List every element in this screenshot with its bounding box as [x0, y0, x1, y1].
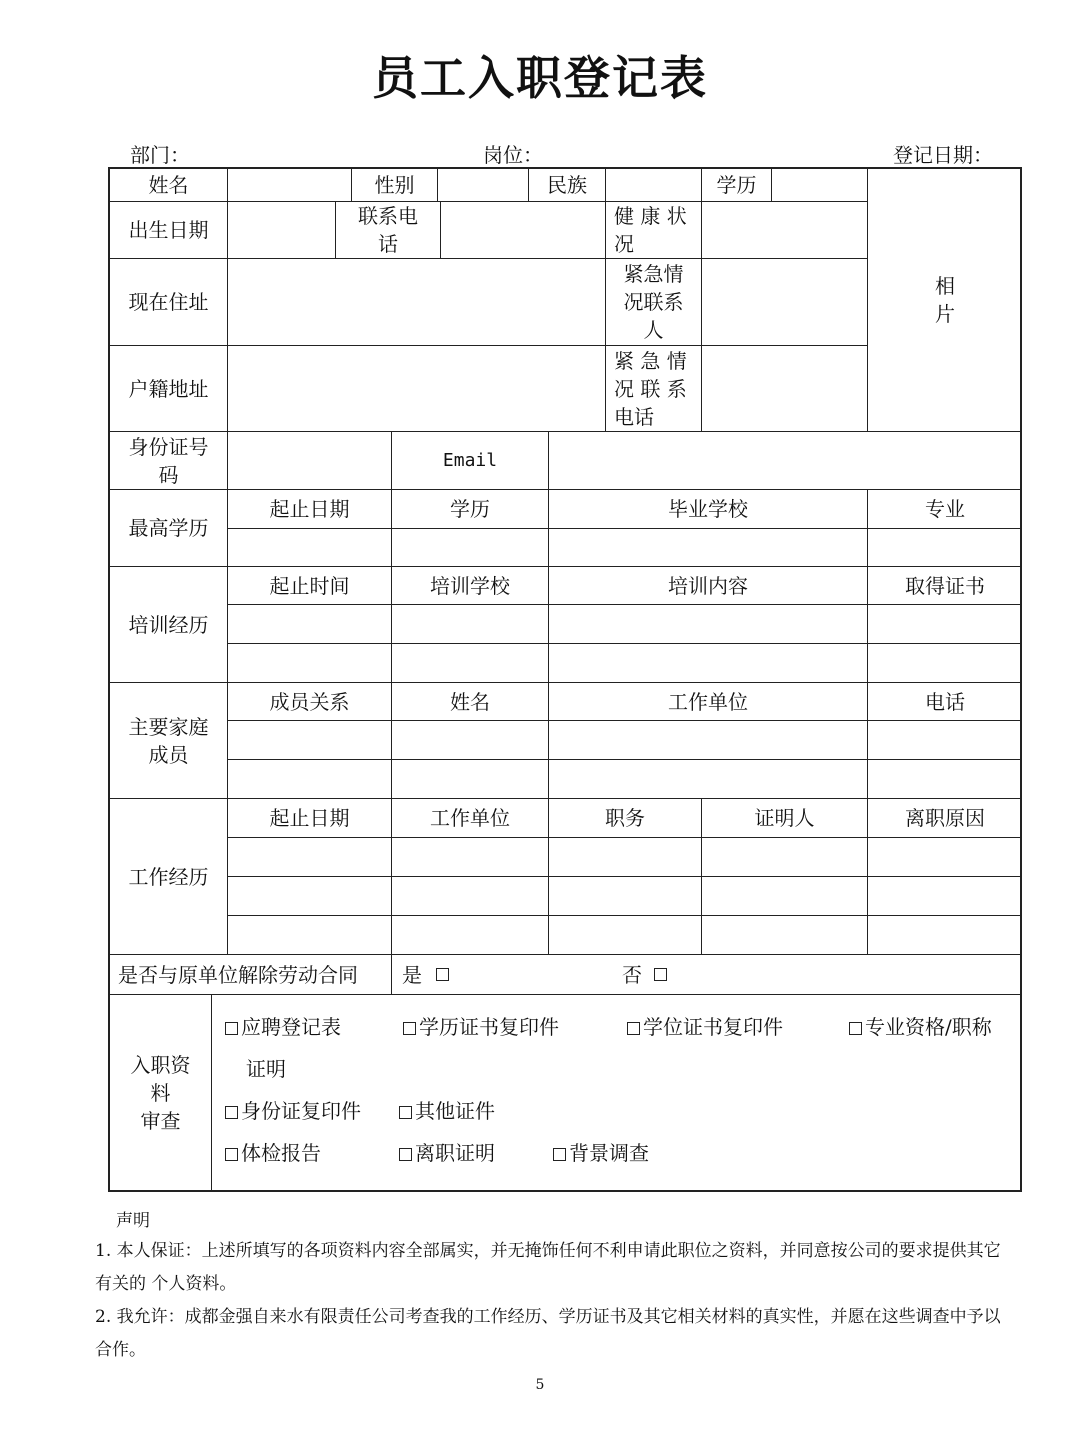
ethnicity-label: 民族 — [529, 169, 606, 202]
review-item-resignation[interactable]: 离职证明 — [396, 1137, 495, 1166]
train-cell[interactable] — [228, 644, 392, 683]
train-cell[interactable] — [868, 605, 1022, 644]
work-cell[interactable] — [702, 916, 868, 955]
contract-yes-checkbox[interactable] — [436, 968, 449, 981]
edu-cell[interactable] — [868, 529, 1022, 567]
family-cell[interactable] — [392, 721, 549, 760]
declaration-title: 声明 — [116, 1211, 150, 1231]
work-cell[interactable] — [702, 838, 868, 877]
email-label: Email — [392, 432, 549, 490]
page-number: 5 — [535, 1377, 545, 1393]
train-cell[interactable] — [549, 605, 868, 644]
reg-date-label: 登记日期： — [893, 143, 993, 167]
edu-cell[interactable] — [228, 529, 392, 567]
edu-col-dates: 起止日期 — [228, 490, 392, 529]
family-label: 主要家庭 成员 — [110, 683, 228, 799]
declaration-p1: 1. 本人保证：上述所填写的各项资料内容全部属实，并无掩饰任何不利申请此职位之资料，并同意按公司的要求提供其它有关的 个人资料。 — [95, 1241, 1001, 1294]
health-label: 健 康 状 况 — [606, 202, 702, 259]
birth-label: 出生日期 — [110, 202, 228, 259]
work-cell[interactable] — [549, 916, 702, 955]
work-cell[interactable] — [702, 877, 868, 916]
contract-no-checkbox[interactable] — [654, 968, 667, 981]
work-col-reason: 离职原因 — [868, 799, 1022, 838]
review-item-degree[interactable]: 学位证书复印件 — [624, 1011, 783, 1040]
contract-yes-label: 是 — [402, 962, 422, 987]
id-number-label: 身份证号 码 — [110, 432, 228, 490]
emergency-contact-label: 紧急情 况联系 人 — [606, 259, 702, 346]
registration-form — [108, 167, 1022, 1192]
review-item-qualification-cont: 证明 — [246, 1057, 286, 1081]
declaration-p2: 2. 我允许：成都金强自来水有限责任公司考查我的工作经历、学历证书及其它相关材料的真实性，并愿在这些调查中予以合作。 — [95, 1307, 1001, 1360]
work-col-title: 职务 — [549, 799, 702, 838]
review-item-application[interactable]: 应聘登记表 — [222, 1011, 341, 1040]
train-cell[interactable] — [228, 605, 392, 644]
review-item-id-copy[interactable]: 身份证复印件 — [222, 1095, 361, 1124]
edu-col-school: 毕业学校 — [549, 490, 868, 529]
email-field[interactable] — [549, 432, 1022, 490]
work-cell[interactable] — [228, 877, 392, 916]
review-item-medical[interactable]: 体检报告 — [222, 1137, 321, 1166]
photo-label-2: 片 — [935, 302, 955, 326]
train-cell[interactable] — [868, 644, 1022, 683]
edu-cell[interactable] — [392, 529, 549, 567]
work-col-dates: 起止日期 — [228, 799, 392, 838]
family-col-employer: 工作单位 — [549, 683, 868, 721]
train-cell[interactable] — [392, 644, 549, 683]
family-cell[interactable] — [868, 721, 1022, 760]
family-col-name: 姓名 — [392, 683, 549, 721]
work-cell[interactable] — [228, 916, 392, 955]
work-cell[interactable] — [392, 838, 549, 877]
ethnicity-field[interactable] — [606, 169, 702, 202]
education-field[interactable] — [772, 169, 868, 202]
family-cell[interactable] — [392, 760, 549, 799]
work-col-employer: 工作单位 — [392, 799, 549, 838]
emergency-phone-label: 紧 急 情 况 联 系 电话 — [606, 346, 702, 432]
review-item-diploma[interactable]: 学历证书复印件 — [400, 1011, 559, 1040]
phone-field[interactable] — [441, 202, 606, 259]
work-cell[interactable] — [868, 916, 1022, 955]
review-item-qualification[interactable]: 专业资格/职称 — [846, 1011, 992, 1040]
family-cell[interactable] — [549, 721, 868, 760]
contract-no-label: 否 — [622, 962, 642, 987]
train-cell[interactable] — [392, 605, 549, 644]
emergency-contact-field[interactable] — [702, 259, 868, 346]
work-cell[interactable] — [549, 877, 702, 916]
id-number-field[interactable] — [228, 432, 392, 490]
work-cell[interactable] — [868, 877, 1022, 916]
family-cell[interactable] — [228, 721, 392, 760]
review-item-background[interactable]: 背景调查 — [550, 1137, 649, 1166]
train-col-dates: 起止时间 — [228, 567, 392, 605]
work-col-reference: 证明人 — [702, 799, 868, 838]
name-label: 姓名 — [110, 169, 228, 202]
review-item-other-docs[interactable]: 其他证件 — [396, 1095, 495, 1124]
work-cell[interactable] — [549, 838, 702, 877]
family-cell[interactable] — [868, 760, 1022, 799]
train-col-cert: 取得证书 — [868, 567, 1022, 605]
review-label: 入职资 料 审查 — [110, 995, 212, 1190]
photo-label-1: 相 — [935, 274, 955, 298]
work-cell[interactable] — [392, 916, 549, 955]
address-label: 现在住址 — [110, 259, 228, 346]
health-field[interactable] — [702, 202, 868, 259]
contract-question: 是否与原单位解除劳动合同 — [110, 955, 392, 995]
hukou-field[interactable] — [228, 346, 606, 432]
address-field[interactable] — [228, 259, 606, 346]
position-label: 岗位： — [483, 143, 543, 167]
family-cell[interactable] — [549, 760, 868, 799]
photo-box[interactable] — [868, 169, 1022, 432]
contract-options — [392, 955, 1022, 995]
education-label: 学历 — [702, 169, 772, 202]
edu-label: 最高学历 — [110, 490, 228, 567]
phone-label: 联系电 话 — [336, 202, 441, 259]
family-col-relation: 成员关系 — [228, 683, 392, 721]
hukou-label: 户籍地址 — [110, 346, 228, 432]
dept-label: 部门： — [130, 143, 190, 167]
train-cell[interactable] — [549, 644, 868, 683]
edu-col-major: 专业 — [868, 490, 1022, 529]
edu-cell[interactable] — [549, 529, 868, 567]
gender-label: 性别 — [352, 169, 438, 202]
work-label: 工作经历 — [110, 799, 228, 955]
edu-col-degree: 学历 — [392, 490, 549, 529]
train-label: 培训经历 — [110, 567, 228, 683]
name-field[interactable] — [228, 169, 352, 202]
work-cell[interactable] — [228, 838, 392, 877]
family-cell[interactable] — [228, 760, 392, 799]
family-col-phone: 电话 — [868, 683, 1022, 721]
birth-field[interactable] — [228, 202, 336, 259]
work-cell[interactable] — [392, 877, 549, 916]
train-col-content: 培训内容 — [549, 567, 868, 605]
form-title: 员工入职登记表 — [372, 51, 708, 105]
train-col-school: 培训学校 — [392, 567, 549, 605]
work-cell[interactable] — [868, 838, 1022, 877]
emergency-phone-field[interactable] — [702, 346, 868, 432]
gender-field[interactable] — [438, 169, 529, 202]
